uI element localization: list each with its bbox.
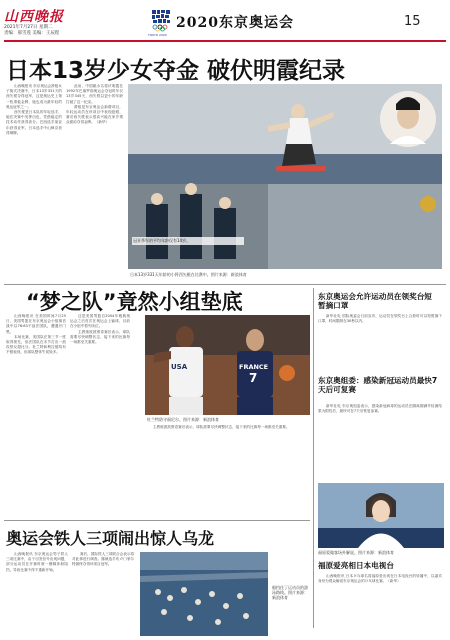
dream-body-col2 xyxy=(70,314,130,514)
masthead: 山西晚报 xyxy=(4,9,64,25)
dream-paragraph: 主教练波波维奇赛后表示，球队需要尽快调整状态，接下来的比赛每一场都至关重要。 xyxy=(153,425,290,429)
bottom-photo xyxy=(140,552,268,636)
olympic-emblem-icon xyxy=(150,9,172,35)
lead-paragraph: 此前，中国跳水名将伏明霞在1992年巴塞罗那奥运会夺冠时年仅13岁345天，西矢椛以更小的年龄打破了这一纪录。 xyxy=(66,84,123,104)
side-paragraph: 新华社电 国际奥委会日前宣布，运动员在领奖台上合影时可以短暂摘下口罩，时间限制在30秒以内。 xyxy=(318,314,442,324)
lead-divider xyxy=(4,284,446,285)
jersey-france-text: FRANCE xyxy=(239,363,269,371)
date-line: 2021年7月27日 星期二 xyxy=(4,25,53,30)
jersey-usa-text: USA xyxy=(171,363,188,371)
header-rule xyxy=(4,40,446,42)
dream-paragraph: 主教练波波维奇赛后表示，球队需要尽快调整状态，接下来的比赛每一场都至关重要。 xyxy=(70,329,130,345)
page-number: 15 xyxy=(404,14,421,29)
dream-body-col3 xyxy=(145,425,305,515)
side-title-1: 东京奥运会允许运动员在领奖台短暂摘口罩 xyxy=(318,292,432,311)
bottom-body xyxy=(6,552,68,636)
lead-body-col2 xyxy=(66,84,123,284)
side-photo xyxy=(318,483,444,548)
emblem-caption: TOKYO 2020 xyxy=(148,33,167,37)
side-paragraph: 新华社电 东京奥组委表示，感染新冠病毒的运动员在隔离期满并检测结果为阴性后，最快可在7天后恢复参赛。 xyxy=(318,404,442,414)
side-title-3: 福原爱亮相日本电视台 xyxy=(318,561,394,570)
lead-paragraph: 滑板是东京奥运会新增项目，年轻运动员在该项目中表现抢眼，赛后西矢椛表示很高兴能在家乡观众面前夺得金牌。（新华） xyxy=(66,104,123,125)
lead-headline: 日本13岁少女夺金 破伏明霞纪录 xyxy=(6,58,346,84)
dream-body xyxy=(6,314,66,514)
side-paragraph: 山西晚报讯 日本乒乓球名将福原爱出现在日本电视台的转播中，以嘉宾身份为观众解说东京奥运会的乒乓球比赛。（新华） xyxy=(318,574,442,584)
dream-paragraph: 本场比赛，美国队在第三节一度取得领先，但法国队在末节打出一波攻势反超比分。杜兰特和利拉德均有不错表现，但球队整体失误较多。 xyxy=(6,334,66,355)
lead-paragraph: 山西晚报讯 东京奥运会滑板女子街式决赛中，日本13岁331天的西矢椛夺得冠军，这是奥运史上第一枚滑板金牌，她也成为最年轻的奥运冠军之一。 xyxy=(6,84,62,109)
editor-line: 责编：郝雪莲 美编：王辰程 xyxy=(4,31,60,36)
dream-paragraph: 这是美国男篮自2004年雅典奥运会之后首次在奥运会上输球，目前在小组中暂列末位。 xyxy=(70,314,130,329)
lead-photo-caption: 日本13岁331天年龄的小将西矢椛在比赛中。图片来源：新浪体育 xyxy=(130,272,247,277)
dream-headline: “梦之队”竟然小组垫底 xyxy=(26,290,243,314)
side-body-3 xyxy=(318,574,442,632)
section-title: 2020东京奥运会 xyxy=(176,15,294,31)
jersey-number: 7 xyxy=(249,371,258,385)
side-photo-caption: 福原爱做客场外解说。图片来源：新浪体育 xyxy=(318,550,394,555)
bottom-paragraph: 山西晚报讯 东京奥运会男子铁人三项比赛中，由于出发信号出现问题，部分运动员在开赛时被一艘媒体船阻挡，导致比赛不得不重新开始。 xyxy=(6,552,68,572)
dream-paragraph: 山西晚报讯 在美国时间7月25日，美国男篮在东京奥运会小组赛首战中以76:83不敌法国队，遭遇开门黑。 xyxy=(6,314,66,334)
lead-inset-caption: 冠亚季军的平均年龄仅有14岁。 xyxy=(132,237,244,245)
lead-body xyxy=(6,84,62,284)
side-body-2 xyxy=(318,404,442,479)
bottom-photo-caption: 船挡住了运动员的游泳路线。图片来源：新浪体育 xyxy=(272,585,308,600)
dream-photo xyxy=(145,315,310,415)
bottom-paragraph: 赛后，国际铁人三项联合会表示将对此事进行调查。挪威选手布卢门菲尔特最终夺得该项目冠军。 xyxy=(72,552,134,567)
side-title-2: 东京奥组委：感染新冠运动员最快7天后可复赛 xyxy=(318,376,438,395)
lead-paragraph: 西矢椛是日本队的年轻选手，她在决赛中发挥出色，凭借稳定的技术动作获得高分。巴西选手莱亚尔获得亚军，日本选手中山枫奈获得铜牌。 xyxy=(6,110,62,135)
bottom-headline: 奥运会铁人三项闹出惊人乌龙 xyxy=(6,529,215,548)
bottom-body-col2 xyxy=(72,552,134,636)
dream-photo-caption: 杜兰特防守福尼尔。图片来源：新浪体育 xyxy=(147,417,219,422)
side-body-1 xyxy=(318,314,442,372)
column-divider xyxy=(313,288,314,628)
bottom-divider xyxy=(4,520,310,521)
